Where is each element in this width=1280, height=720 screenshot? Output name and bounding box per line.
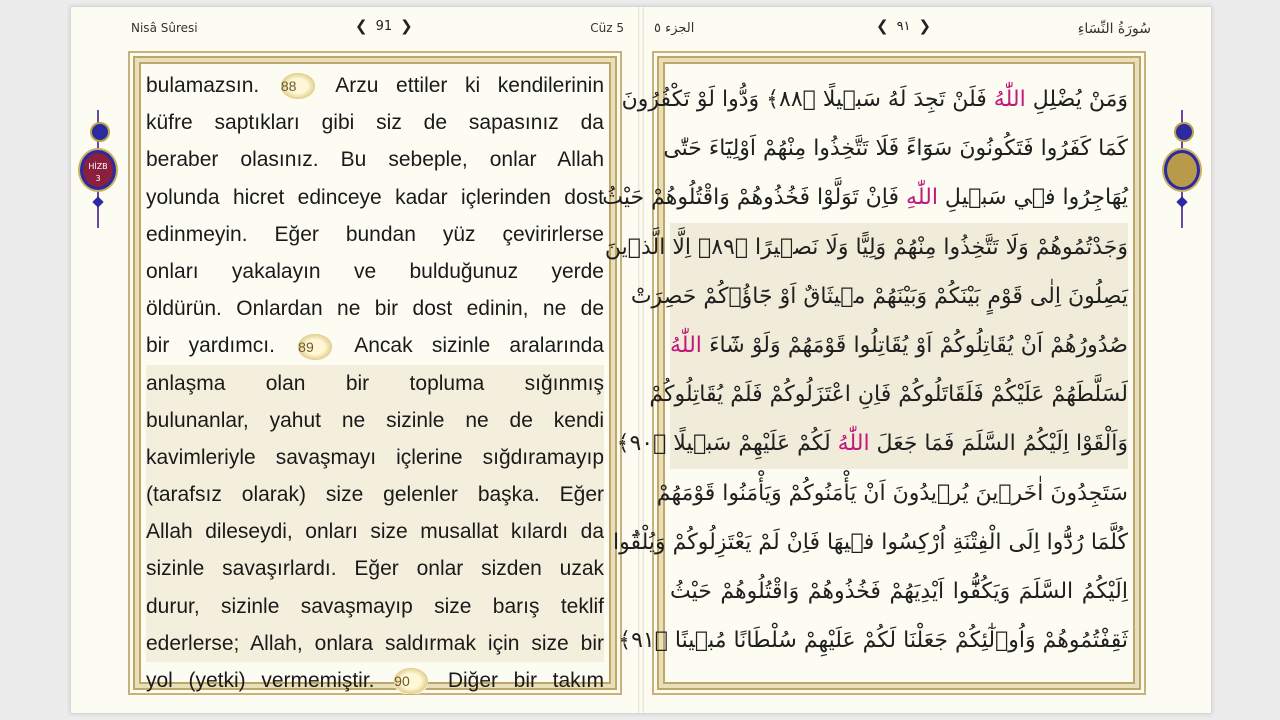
prev-page-arrow-icon[interactable]: ❮ — [876, 17, 889, 35]
arabic-line: كَمَا كَفَرُوا فَتَكُونُونَ سَوَٓاءً فَلَا تَتَّخِذُوا مِنْهُمْ اَوْلِيَٓاءَ حَتّٰى — [663, 136, 1128, 162]
arabic-line: لَسَلَّطَهُمْ عَلَيْكُمْ فَلَقَاتَلُوكُمْ فَاِنِ اعْتَزَلُوكُمْ فَلَمْ يُقَاتِلُوكُمْ — [670, 370, 1128, 419]
arabic-line: كُلَّمَا رُدُّٓوا اِلَى الْفِتْنَةِ اُرْكِسُوا فٖيهَا فَاِنْ لَمْ يَعْتَزِلُوكُمْ وَيُلْقُٓوا — [612, 529, 1128, 555]
left-sura-name: Nisâ Sûresi — [131, 21, 198, 35]
ornament-dot-icon — [1174, 122, 1194, 142]
translation-text — [146, 67, 604, 692]
left-page-nav — [355, 19, 413, 34]
translation-line: bulamazsın. 88 Arzu ettiler ki kendilerinin — [146, 67, 604, 104]
hizb-marker-right — [1162, 110, 1202, 228]
arabic-line: ثَقِفْتُمُوهُمْ وَاُو۬لٰٓئِكُمْ جَعَلْنَا لَكُمْ عَلَيْهِمْ سُلْطَانًا مُبٖينًا ﴿٩١﴾ — [618, 628, 1128, 654]
translation-page — [71, 7, 638, 713]
arabic-line: وَمَنْ يُضْلِلِ اللّٰهُ فَلَنْ تَجِدَ لَهُ سَبٖيلًا ﴿٨٨﴾ وَدُّوا لَوْ تَكْفُرُونَ — [621, 87, 1128, 112]
next-page-arrow-icon[interactable]: ❯ — [400, 17, 413, 35]
hizb-marker-left — [78, 110, 118, 228]
arabic-line: اِلَيْكُمُ السَّلَمَ وَيَكُفُّٓوا اَيْدِيَهُمْ فَخُذُوهُمْ وَاقْتُلُوهُمْ حَيْثُ — [670, 578, 1128, 604]
translation-line: kavimleriyle savaşmayı içlerine sığdıramayıp — [146, 439, 604, 476]
arabic-line: يَصِلُونَ اِلٰى قَوْمٍ بَيْنَكُمْ وَبَيْنَهُمْ مٖيثَاقٌ اَوْ جَٓاؤُ۫كُمْ حَصِرَتْ — [670, 272, 1128, 321]
translation-line: yol (yetki) vermemiştir. 90 Diğer bir takım — [146, 662, 604, 699]
translation-line: yolunda hicret edinceye kadar içlerinden dost — [146, 185, 604, 209]
verse-number-icon[interactable]: 89 — [298, 334, 332, 360]
verse-number-icon[interactable]: 88 — [281, 73, 315, 99]
translation-line: (tarafsız olarak) size gelenler başka. Eğer — [146, 476, 604, 513]
translation-line: sizinle savaşırlardı. Eğer onlar sizden uzak — [146, 550, 604, 587]
arabic-text — [602, 75, 1128, 683]
hizb-medallion-icon — [1164, 150, 1200, 190]
left-juz-label: Cüz 5 — [590, 21, 624, 35]
right-page-number: ٩١ — [896, 19, 911, 34]
translation-line: edinmeyin. Eğer bundan yüz çevirirlerse — [146, 222, 604, 246]
mushaf-book — [70, 6, 1212, 714]
translation-line: ederlerse; Allah, onlara saldırmak için size bir — [146, 625, 604, 662]
arabic-line: سَتَجِدُونَ اٰخَرٖينَ يُرٖيدُونَ اَنْ يَأْمَنُوكُمْ وَيَأْمَنُوا قَوْمَهُمْ — [656, 480, 1128, 506]
right-juz-label: الجزء ٥ — [654, 21, 695, 36]
arabic-line: صُدُورُهُمْ اَنْ يُقَاتِلُوكُمْ اَوْ يُقَاتِلُوا قَوْمَهُمْ وَلَوْ شَٓاءَ اللّٰهُ — [670, 321, 1128, 370]
translation-line: bulunanlar, yahut ne sizinle ne de kendi — [146, 402, 604, 439]
translation-frame — [128, 51, 622, 695]
next-page-arrow-icon[interactable]: ❯ — [918, 17, 932, 35]
verse-number-icon[interactable]: 90 — [394, 668, 428, 694]
right-page-nav — [876, 19, 931, 34]
translation-line: bir yardımcı. 89 Ancak sizinle aralarında — [146, 327, 604, 364]
prev-page-arrow-icon[interactable]: ❮ — [355, 17, 368, 35]
translation-line: beraber olasınız. Bu sebeple, onlar Allah — [146, 148, 604, 172]
arabic-line: وَاَلْقَوْا اِلَيْكُمُ السَّلَمَ فَمَا جَعَلَ اللّٰهُ لَكُمْ عَلَيْهِمْ سَبٖيلًا ﴿٩٠﴾ — [670, 419, 1128, 468]
translation-line: öldürün. Onlardan ne bir dost edinin, ne de — [146, 297, 604, 321]
arabic-line: يُهَاجِرُوا فٖي سَبٖيلِ اللّٰهِ فَاِنْ تَوَلَّوْا فَخُذُوهُمْ وَاقْتُلُوهُمْ حَيْثُ — [602, 185, 1128, 211]
arabic-line: وَجَدْتُمُوهُمْ وَلَا تَتَّخِذُوا مِنْهُمْ وَلِيًّا وَلَا نَصٖيرًا ﴿٨٩﴾ اِلَّا الَّذٖينَ — [670, 223, 1128, 272]
translation-line: onları yakalayın ve bulduğunuz yerde — [146, 259, 604, 283]
ornament-dot-icon — [90, 122, 110, 142]
translation-line: anlaşma olan bir topluma sığınmış — [146, 365, 604, 402]
translation-line: küfre saptıkları gibi siz de sapasınız da — [146, 111, 604, 135]
hizb-medallion-icon: HİZB 3 — [80, 150, 116, 190]
translation-line: durur, sizinle savaşmayıp size barış teklif — [146, 588, 604, 625]
translation-line: Allah dileseydi, onları size musallat kılardı da — [146, 513, 604, 550]
right-sura-name: سُورَةُ النِّسَاءِ — [1077, 21, 1151, 37]
left-page-number: 91 — [375, 19, 393, 34]
arabic-frame — [602, 51, 1146, 695]
